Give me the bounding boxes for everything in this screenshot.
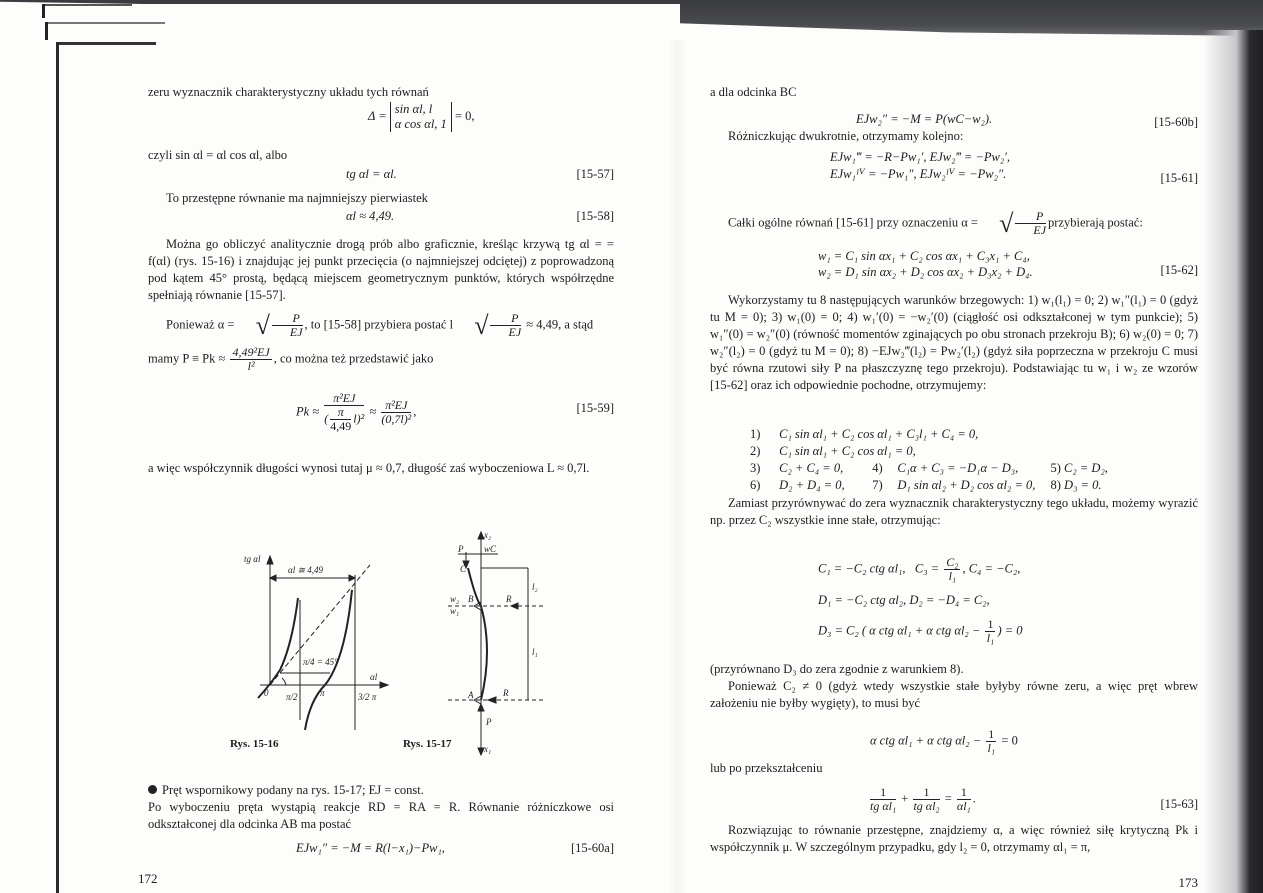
sqrt-symbol: √ (255, 310, 270, 340)
deflection-label: wC (484, 544, 497, 554)
equation-number: [15-57] (576, 167, 614, 181)
scan-edge-line (45, 22, 165, 24)
page-number: 172 (138, 871, 158, 886)
denominator: EJ (1033, 223, 1047, 237)
condition-number: 8) (1050, 478, 1061, 492)
paragraph (710, 210, 1198, 237)
constants-line2: D₁ = −C₂ ctg αl₂, D₂ = −D₄ = C₂, (818, 593, 990, 607)
paragraph: (przyrównano D₃ do zera zgodnie z warunkiem 8). (710, 662, 964, 676)
denominator: EJ (508, 325, 522, 339)
system-row (750, 477, 1200, 494)
equation-number: [15-60b] (1154, 115, 1198, 129)
text: Pręt wspornikowy podany na rys. 15-17; EJ = const. (162, 783, 424, 797)
condition-number: 1) (750, 427, 761, 441)
paragraph (148, 312, 614, 339)
axis-label: x₁ (484, 744, 492, 754)
equation-15-59 (296, 392, 416, 433)
length-label: l₂ (532, 582, 538, 592)
eq-text: , (413, 404, 417, 419)
constants-line3 (818, 618, 1023, 645)
text: , to [15-58] przybiera postać l (304, 317, 454, 332)
reaction-label: R (503, 688, 509, 698)
eq-text: D₃ = C₂ ( α ctg αl₁ + α ctg αl₂ − (818, 623, 981, 638)
text: przybierają postać: (1048, 215, 1143, 230)
equation-15-60a: EJw₁″ = −M = R(l−x₁)−Pw₁, (296, 841, 445, 855)
eq-text: + (901, 791, 909, 806)
paragraph: a więc współczynnik długości wynosi tutaj μ ≈ 0,7, długość zaś wyboczeniowa L ≈ 0,7l. (148, 461, 590, 475)
scan-paper-edge (40, 4, 680, 34)
paragraph: Wykorzystamy tu 8 następujących warunków brzegowych: 1) w₁(l₁) = 0; 2) w₁″(l₁) = 0 (gdyż tu M = 0); 3) w₁(0) = 0; 4) w₁′(0) = −w₂′(0) (ciągłość osi odkształconej w tym punkcie); 5) w₁″(0) = w₂″(0) (równość momentów zginających po obu stronach przekroju B); 6) w₂(0) = 0; 7) w₂″(l₂) = 0 (gdyż tu M = 0); 8) −EJw₂‴(l₂) = Pw₂′(l₂) (gdyż siła poprzeczna w przekroju C musi być równa rzutowi siły P na płaszczyznę tego przekroju). Podstawiając tu w₁ i w₂ ze wzorów [15-62] oraz ich odpowiednie pochodne, otrzymujemy: (710, 293, 1198, 392)
cantilever-diagram (448, 530, 588, 760)
fraction (272, 312, 303, 339)
eq-text: Δ = (368, 108, 387, 123)
numerator: P (272, 312, 303, 326)
fraction (230, 346, 271, 373)
paragraph: To przestępne równanie ma najmniejszy pierwiastek (166, 191, 428, 205)
scan-edge-line (42, 4, 132, 6)
eq-text: l (353, 411, 357, 426)
numerator: 1 (870, 786, 896, 800)
condition-expr: C₂ = D₂, (1064, 461, 1108, 475)
force-label: P (458, 544, 464, 554)
condition-expr: D₁ sin αl₂ + D₂ cos αl₂ = 0, (897, 478, 1036, 492)
paragraph (148, 346, 433, 373)
deflection-label: w₂ (450, 594, 460, 604)
fraction (324, 392, 364, 433)
paragraph: Zamiast przyrównywać do zera wyznacznik charakterystyczny tego układu, możemy wyrazić np. przez C₂ wszystkie inne stałe, otrzymując: (710, 496, 1198, 527)
eq-text: C₁ = −C₂ ctg αl₁, (818, 561, 906, 576)
x-axis-label: αl (370, 672, 378, 682)
fraction (957, 786, 971, 813)
sqrt-symbol: √ (999, 208, 1014, 238)
determinant-equation (368, 102, 475, 132)
eq-text: C₃ = (914, 561, 940, 576)
fraction (381, 399, 411, 426)
determinant (390, 102, 452, 132)
fraction (913, 786, 939, 813)
bullet-icon (148, 785, 157, 794)
denominator: l₁ (948, 569, 957, 583)
condition-number: 7) (872, 478, 883, 492)
paragraph: zeru wyznacznik charakterystyczny układu tych równań (148, 85, 429, 99)
scan-left-edge (56, 42, 59, 893)
scan-right-shadow (1203, 30, 1263, 893)
paragraph: Po wyboczeniu pręta wystąpią reakcje RD = RA = R. Równanie różniczkowe osi odkształconej dla odcinka AB ma postać (148, 800, 614, 831)
system-row (750, 460, 1200, 477)
y-axis-label: tg αl (244, 554, 261, 564)
fraction (1015, 210, 1046, 237)
reaction-label: R (506, 594, 512, 604)
dimension-label: αl ≅ 4,49 (288, 565, 324, 575)
paragraph: Różniczkując dwukrotnie, otrzymamy kolejno: (728, 129, 964, 143)
angle-label: π/4 = 45° (303, 657, 338, 667)
numerator: P (490, 312, 521, 326)
numerator: 1 (957, 786, 971, 800)
figure-15-16 (230, 540, 390, 760)
denominator: l² (247, 359, 255, 373)
eq-text: Pk ≈ (296, 404, 320, 419)
fraction (330, 406, 351, 433)
denominator: l₁ (987, 741, 996, 755)
numerator: π²EJ (381, 399, 411, 413)
figure-15-17 (448, 530, 588, 760)
fraction (490, 312, 521, 339)
origin-label: 0 (264, 688, 269, 698)
denominator: EJ (289, 325, 303, 339)
denominator: (0,7l)² (381, 412, 412, 426)
equation-number: [15-59] (576, 401, 614, 415)
tangent-graph (230, 540, 390, 760)
equation-ctg (870, 728, 1018, 755)
condition-expr: D₂ + D₄ = 0, (779, 478, 845, 492)
text: Ponieważ α = (166, 317, 235, 332)
equation-15-57: tg αl = αl. (346, 167, 397, 181)
paragraph: a dla odcinka BC (710, 85, 797, 99)
scan-edge-line (56, 42, 156, 45)
text: mamy P ≡ Pk ≈ (148, 351, 226, 366)
det-row: sin αl, l (394, 102, 433, 116)
equation-15-58: αl ≈ 4,49. (346, 209, 395, 223)
condition-expr: C₂ + C₄ = 0, (779, 461, 844, 475)
equation-number: [15-62] (1160, 263, 1198, 277)
eq-text: = 0, (454, 108, 475, 123)
scan-edge-line (42, 4, 45, 18)
paragraph: Rozwiązując to równanie przestępne, znajdziemy α, a więc również siłę krytyczną Pk i współczynnik μ. W szczególnym przypadku, gdy l₂ = 0, otrzymamy αl₁ = π, (710, 823, 1198, 854)
numerator: 1 (988, 727, 995, 741)
equation-15-61-line2: EJw₁ᴵⱽ = −Pw₁″, EJw₂ᴵⱽ = −Pw₂″. (830, 167, 1007, 181)
text: , co można też przedstawić jako (273, 351, 434, 366)
eq-text: = (944, 791, 952, 806)
fraction (944, 556, 960, 583)
numerator: C₂ (946, 555, 959, 569)
numerator: 1 (913, 786, 939, 800)
equation-number: [15-58] (576, 209, 614, 223)
condition-expr: C₁α + C₃ = −D₁α − D₃, (897, 461, 1019, 475)
system-row (750, 426, 1200, 443)
tick-label: 3/2 π (358, 692, 377, 702)
condition-expr: D₃ = 0. (1064, 478, 1102, 492)
tick-label: π (320, 688, 325, 698)
tick-label: π/2 (286, 692, 298, 702)
equation-number: [15-63] (1160, 797, 1198, 811)
equation-15-60b: EJw₂″ = −M = P(wC−w₂). (856, 112, 993, 126)
condition-number: 5) (1050, 461, 1061, 475)
equation-15-62-line2: w₂ = D₁ sin αx₂ + D₂ cos αx₂ + D₃x₂ + D₄. (818, 265, 1033, 279)
denominator: tg αl₂ (913, 799, 940, 813)
paragraph: Można go obliczyć analitycznie drogą prób albo graficznie, kreśląc krzywą tg αl = = f(αl) (rys. 15-16) i znajdując jej punkt przecięcia (o najmniejszej odciętej) z poprowadzoną pod kątem 45° prostą, będącą miejscem geometrycznym punktów, których współrzędne spełniają równanie [15-57]. (148, 237, 614, 302)
equation-number: [15-61] (1160, 171, 1198, 185)
equation-15-61-line1: EJw₁‴ = −R−Pw₁′, EJw₂‴ = −Pw₂′, (830, 150, 1011, 164)
fraction (985, 618, 995, 645)
eq-text: α ctg αl₁ + α ctg αl₂ − (870, 733, 982, 748)
system-row (750, 443, 1200, 460)
numerator: 1 (987, 617, 994, 631)
equation-number: [15-60a] (570, 841, 614, 855)
equation-15-62-line1: w₁ = C₁ sin αx₁ + C₂ cos αx₁ + C₃x₁ + C₄, (818, 249, 1030, 263)
point-label: B (468, 594, 474, 604)
paragraph (148, 782, 614, 799)
force-label: P (486, 717, 492, 727)
det-row: α cos αl, 1 (394, 117, 447, 131)
condition-number: 3) (750, 461, 761, 475)
numerator: π (330, 406, 351, 420)
figure-caption: Rys. 15-17 (403, 738, 452, 750)
denominator: ( $\frac{\pi}{4,49}$ l)² (324, 405, 365, 433)
book-gutter (668, 40, 688, 893)
equation-15-63 (868, 786, 976, 813)
point-label: C (460, 564, 467, 574)
numerator: π²EJ (324, 392, 364, 406)
denominator: 4,49 (330, 419, 352, 433)
eq-text: ) = 0 (997, 623, 1023, 638)
scan-edge-line (45, 22, 48, 40)
eq-text: . (972, 791, 976, 806)
text: ≈ 4,49, a stąd (526, 317, 594, 332)
constants-line1 (818, 556, 1020, 583)
eq-text: , C₄ = −C₂, (962, 561, 1021, 576)
condition-number: 6) (750, 478, 761, 492)
condition-number: 4) (872, 461, 883, 475)
eq-text: ≈ (369, 404, 377, 419)
condition-number: 2) (750, 444, 761, 458)
sqrt-symbol: √ (474, 310, 489, 340)
eq-text: = 0 (1001, 733, 1018, 748)
point-label: A (468, 690, 474, 700)
deflection-label: w₁ (450, 606, 460, 616)
fraction (986, 728, 996, 755)
denominator: l₁ (986, 631, 995, 645)
figure-caption: Rys. 15-16 (230, 738, 279, 750)
denominator: αl₁ (956, 799, 971, 813)
numerator: P (1015, 210, 1046, 224)
axis-label: x₂ (484, 530, 492, 540)
condition-expr: C₁ sin αl₁ + C₂ cos αl₁ = 0, (779, 444, 916, 458)
page-number: 173 (1178, 875, 1198, 890)
numerator: 4,49²EJ (232, 345, 270, 359)
text: Całki ogólne równań [15-61] przy oznaczeniu α = (728, 215, 978, 230)
paragraph: lub po przekształceniu (710, 761, 823, 775)
condition-expr: C₁ sin αl₁ + C₂ cos αl₁ + C₃l₁ + C₄ = 0, (779, 427, 979, 441)
paragraph: Ponieważ C₂ ≠ 0 (gdyż wtedy wszystkie stałe byłyby równe zeru, a więc pręt wbrew założeniu nie byłby wygięty), to musi być (710, 679, 1198, 710)
paragraph: czyli sin αl = αl cos αl, albo (148, 148, 288, 162)
length-label: l₁ (532, 647, 538, 657)
denominator: tg αl₁ (870, 799, 897, 813)
fraction (870, 786, 896, 813)
